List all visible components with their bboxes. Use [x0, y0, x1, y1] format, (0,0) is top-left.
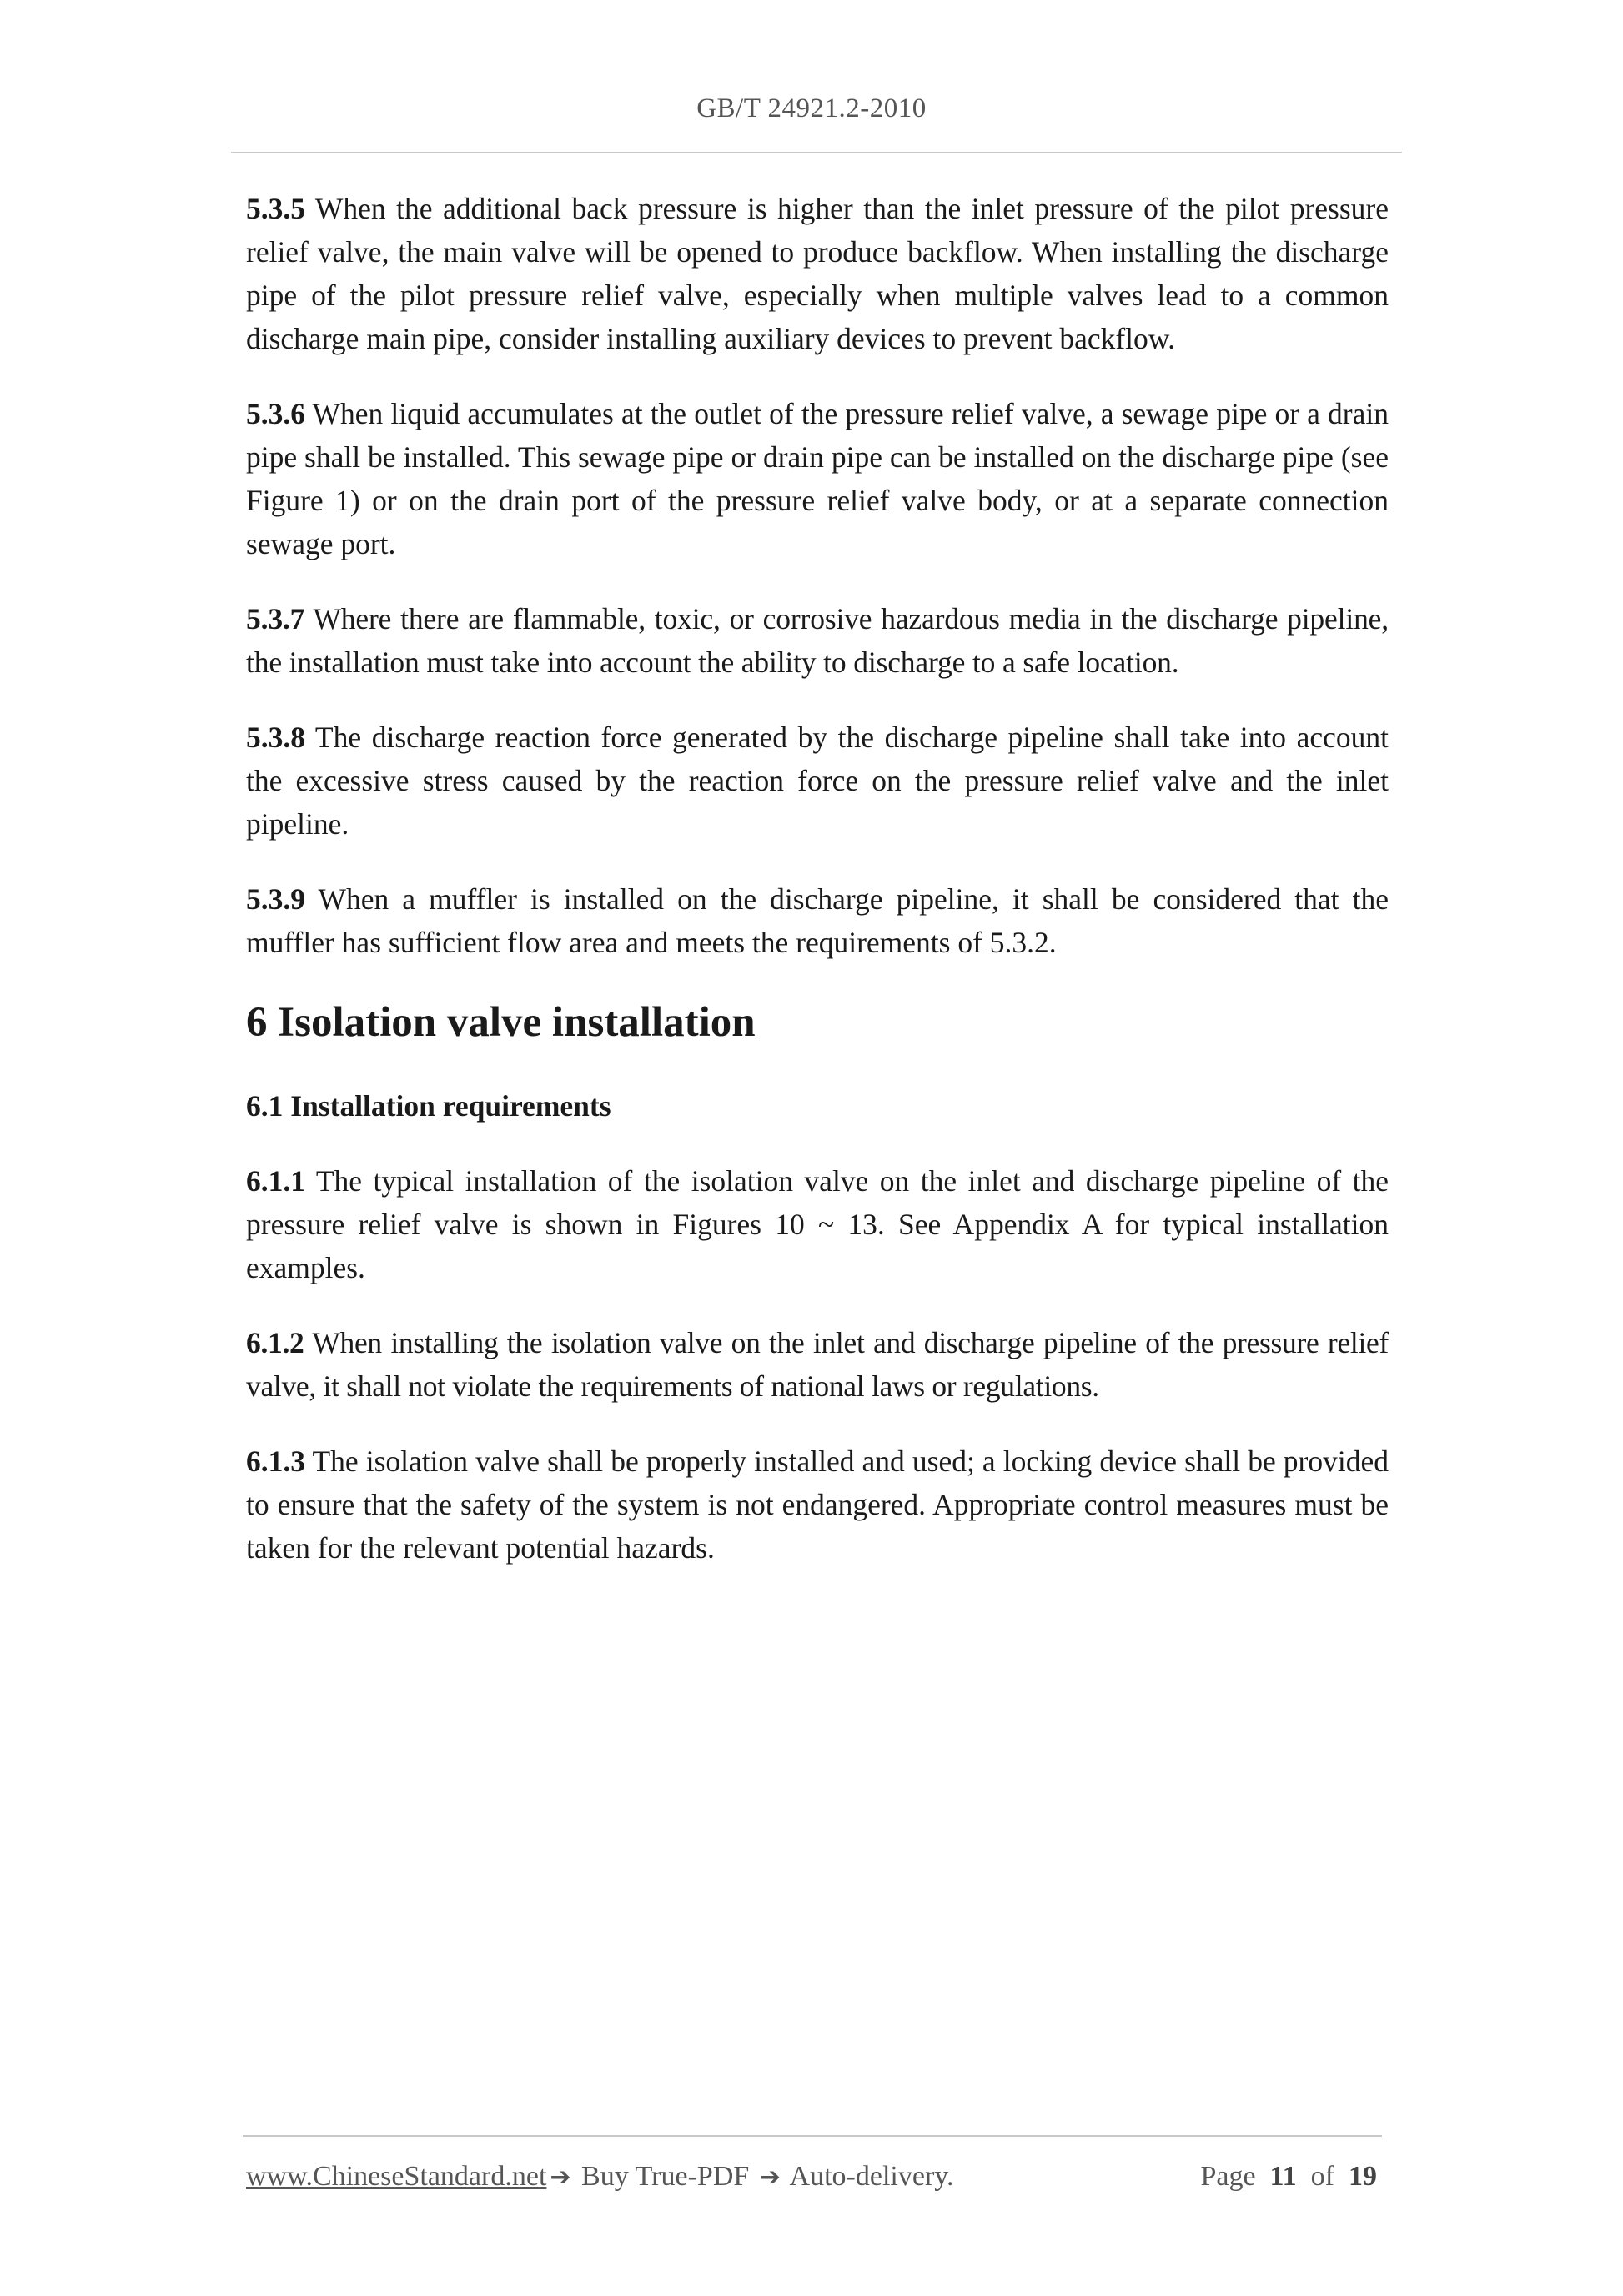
arrow-right-icon: ➔: [550, 2163, 571, 2192]
clause-number: 6.1.1: [246, 1164, 305, 1198]
site-link[interactable]: www.ChineseStandard.net: [246, 2161, 547, 2192]
clause-number: 6.1.3: [246, 1444, 305, 1478]
clause-6-1-3: [246, 1439, 1389, 1570]
clause-5-3-6: [246, 392, 1389, 565]
arrow-right-icon: ➔: [759, 2163, 781, 2192]
page-current: 11: [1269, 2161, 1297, 2192]
clause-number: 5.3.6: [246, 397, 305, 430]
clause-6-1-2: [246, 1321, 1389, 1408]
auto-delivery-text: Auto-delivery.: [783, 2161, 954, 2192]
header-divider: [231, 152, 1402, 153]
clause-text: When a muffler is installed on the discharge pipeline, it shall be considered that the muffler has sufficient flow area and meets the requirements of 5.3.2.: [246, 882, 1389, 959]
clause-text: The isolation valve shall be properly installed and used; a locking device shall be provided to ensure that the safety of the system is not endangered. Appropriate control measures must be taken for the relevant potential hazards.: [246, 1444, 1389, 1565]
clause-text: When installing the isolation valve on the inlet and discharge pipeline of the pressure relief valve, it shall not violate the requirements of national laws or regulations.: [246, 1326, 1389, 1403]
page-number: [1200, 2156, 1377, 2198]
clause-number: 5.3.5: [246, 192, 305, 225]
document-header: [0, 93, 1623, 124]
clause-5-3-9: [246, 877, 1389, 964]
clause-number: 6.1.2: [246, 1326, 304, 1359]
subsection-title: 6.1 Installation requirements: [246, 1089, 611, 1123]
clause-text: The discharge reaction force generated by the discharge pipeline shall take into account the excessive stress caused by the reaction force on the pressure relief valve and the inlet pipeline.: [246, 721, 1389, 841]
clause-6-1-1: [246, 1159, 1389, 1289]
footer-divider: [243, 2135, 1382, 2137]
footer-promo: [246, 2156, 954, 2198]
clause-text: The typical installation of the isolation valve on the inlet and discharge pipeline of the pressure relief valve is shown in Figures 10 ~ 13. See Appendix A for typical installation examples.: [246, 1164, 1389, 1284]
clause-5-3-8: [246, 716, 1389, 846]
buy-pdf-text: Buy True-PDF: [574, 2161, 756, 2192]
document-body: [246, 187, 1389, 1601]
clause-5-3-5: [246, 187, 1389, 360]
clause-text: Where there are flammable, toxic, or corrosive hazardous media in the discharge pipeline, the installation must take into account the ability to discharge to a safe location.: [246, 602, 1389, 679]
clause-number: 5.3.9: [246, 882, 305, 916]
section-title: 6 Isolation valve installation: [246, 999, 756, 1046]
clause-text: When the additional back pressure is higher than the inlet pressure of the pilot pressure relief valve, the main valve will be opened to produce backflow. When installing the discharge pipe of the pilot pressure relief valve, especially when multiple valves lead to a common discharge main pipe, consider installing auxiliary devices to prevent backflow.: [246, 192, 1389, 355]
page-label: Page: [1200, 2161, 1256, 2192]
clause-5-3-7: [246, 597, 1389, 684]
standard-code: GB/T 24921.2-2010: [696, 93, 927, 123]
clause-number: 5.3.7: [246, 602, 305, 636]
clause-text: When liquid accumulates at the outlet of the pressure relief valve, a sewage pipe or a drain pipe shall be installed. This sewage pipe or drain pipe can be installed on the discharge pipe (see Figure 1) or on the drain port of the pressure relief valve body, or at a separate connection sewage port.: [246, 397, 1389, 560]
page-total: 19: [1349, 2161, 1377, 2192]
page-of: of: [1310, 2161, 1334, 2192]
clause-number: 5.3.8: [246, 721, 305, 754]
